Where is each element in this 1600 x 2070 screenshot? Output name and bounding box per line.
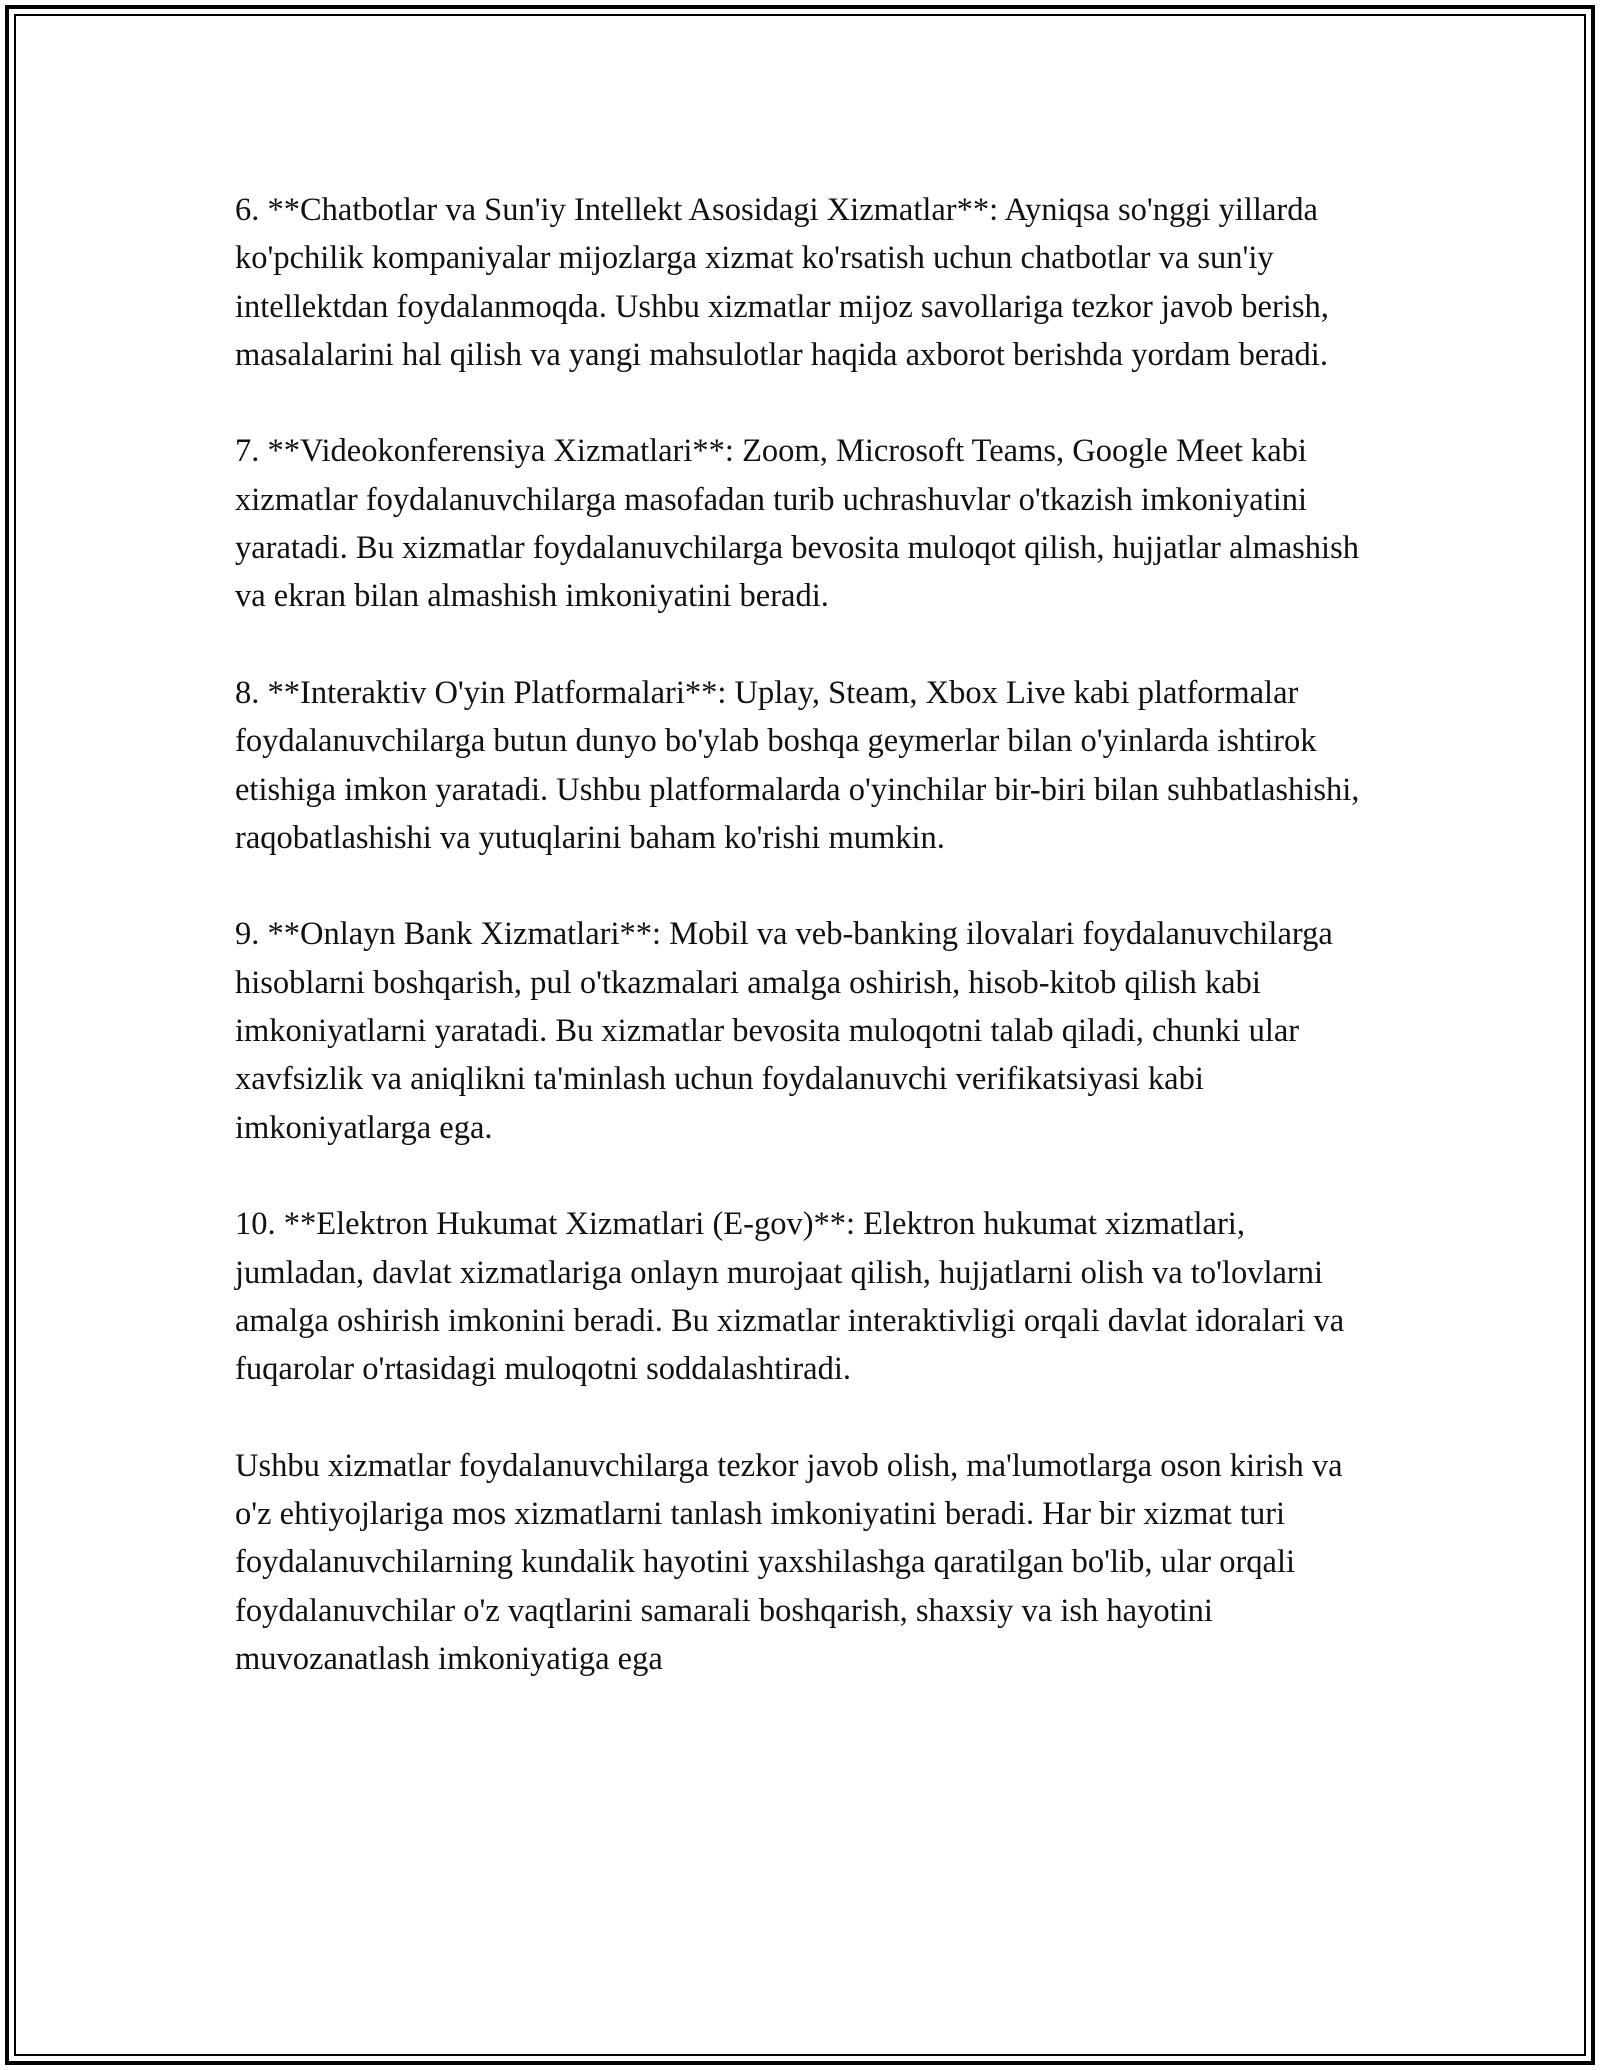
paragraph-item-9: 9. **Onlayn Bank Xizmatlari**: Mobil va veb-banking ilovalari foydalanuvchilarga hisoblarni boshqarish, pul o'tkazmalari amalga oshirish, hisob-kitob qilish kabi imkoniyatlarni yaratadi. Bu xizmatlar bevosita muloqotni talab qiladi, chunki ular xavfsizlik va aniqlikni ta'minlash uchun foydalanuvchi verifikatsiyasi kabi imkoniyatlarga ega.	[235, 916, 1333, 1146]
document-body	[235, 186, 1375, 1683]
paragraph-item-7: 7. **Videokonferensiya Xizmatlari**: Zoom, Microsoft Teams, Google Meet kabi xizmatlar foydalanuvchilarga masofadan turib uchrashuvlar o'tkazish imkoniyatini yaratadi. Bu xizmatlar foydalanuvchilarga bevosita muloqot qilish, hujjatlar almashish va ekran bilan almashish imkoniyatini beradi.	[235, 433, 1359, 615]
paragraph-item-6: 6. **Chatbotlar va Sun'iy Intellekt Asosidagi Xizmatlar**: Ayniqsa so'nggi yillarda ko'pchilik kompaniyalar mijozlarga xizmat ko'rsatish uchun chatbotlar va sun'iy intellektdan foydalanmoqda. Ushbu xizmatlar mijoz savollariga tezkor javob berish, masalalarini hal qilish va yangi mahsulotlar haqida axborot berishda yordam beradi.	[235, 192, 1329, 373]
paragraph-item-10: 10. **Elektron Hukumat Xizmatlari (E-gov)**: Elektron hukumat xizmatlari, jumladan, davlat xizmatlariga onlayn murojaat qilish, hujjatlarni olish va to'lovlarni amalga oshirish imkonini beradi. Bu xizmatlar interaktivligi orqali davlat idoralari va fuqarolar o'rtasidagi muloqotni soddalashtiradi.	[235, 1206, 1345, 1388]
paragraph-item-8: 8. **Interaktiv O'yin Platformalari**: Uplay, Steam, Xbox Live kabi platformalar foydalanuvchilarga butun dunyo bo'ylab boshqa geymerlar bilan o'yinlarda ishtirok etishiga imkon yaratadi. Ushbu platformalarda o'yinchilar bir-biri bilan suhbatlashishi, raqobatlashishi va yutuqlarini baham ko'rishi mumkin.	[235, 674, 1360, 856]
paragraph-conclusion: Ushbu xizmatlar foydalanuvchilarga tezkor javob olish, ma'lumotlarga oson kirish va o'z ehtiyojlariga mos xizmatlarni tanlash imkoniyatini beradi. Har bir xizmat turi foydalanuvchilarning kundalik hayotini yaxshilashga qaratilgan bo'lib, ular orqali foydalanuvchilar o'z vaqtlarini samarali boshqarish, shaxsiy va ish hayotini muvozanatlash imkoniyatiga ega	[235, 1447, 1343, 1677]
